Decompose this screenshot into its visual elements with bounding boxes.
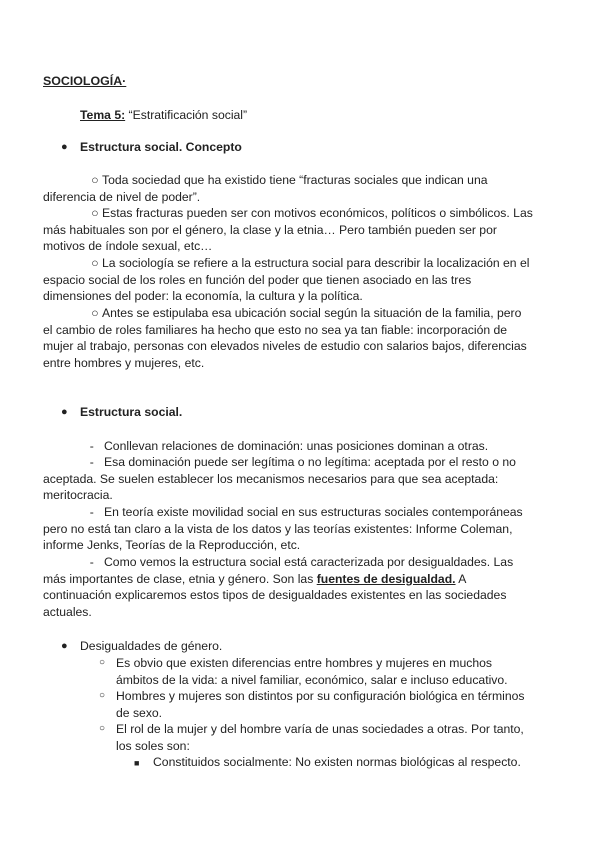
sec3-item-3: El rol de la mujer y del hombre varía de unas sociedades a otras. Por tanto, los soles son:: [116, 722, 524, 753]
circle-bullet-icon: ○: [91, 256, 99, 270]
sec1-item-2: ○ Estas fracturas pueden ser con motivos económicos, políticos o simbólicos. Las más habituales son por el género, la clase y la etnia… Pero también pueden ser por motivos de índole sexual, etc…: [43, 206, 533, 254]
tema-heading: [80, 107, 247, 124]
circle-bullet-icon: ○: [91, 306, 99, 320]
dash-bullet-icon: -: [89, 439, 94, 453]
dash-bullet-icon: -: [89, 555, 94, 569]
dash-bullet-icon: -: [89, 505, 94, 519]
sec2-item-3: - En teoría existe movilidad social en sus estructuras sociales contemporáneas pero no está tan claro a la vista de los datos y las teorías existentes: Informe Coleman, informe Jenks, Teorías de la Reproducción, etc.: [43, 505, 523, 553]
bullet-icon: ●: [61, 406, 68, 418]
section-heading-genero: Desigualdades de género.: [80, 639, 223, 653]
circle-bullet-icon: ○: [91, 206, 99, 220]
sec1-item-1: ○ Toda sociedad que ha existido tiene “fracturas sociales que indican una diferencia de nivel de poder”.: [43, 173, 488, 204]
circle-bullet-icon: ○: [99, 690, 106, 701]
sec2-item-1: - Conllevan relaciones de dominación: unas posiciones dominan a otras.: [89, 439, 489, 453]
sec3-subitem: Constituidos socialmente: No existen normas biológicas al respecto.: [153, 755, 521, 769]
sec3-item-2: Hombres y mujeres son distintos por su configuración biológica en términos de sexo.: [116, 689, 525, 720]
circle-bullet-icon: ○: [99, 723, 106, 734]
dash-bullet-icon: -: [89, 455, 94, 469]
sec2-item-4: - Como vemos la estructura social está caracterizada por desigualdades. Las más importantes de clase, etnia y género. Son las fuentes de desigualdad. A continuación explicaremos estos tipos de desigualdades existentes en las sociedades actuales.: [43, 555, 514, 619]
fuentes-desigualdad-emphasis: fuentes de desigualdad.: [316, 571, 456, 586]
section-heading-concepto: Estructura social. Concepto: [80, 140, 242, 154]
document-title: SOCIOLOGÍA·: [43, 74, 127, 88]
tema-text: “Estratificación social”: [125, 108, 248, 122]
circle-bullet-icon: ○: [91, 173, 99, 187]
sec2-item-2: - Esa dominación puede ser legítima o no legítima: aceptada por el resto o no aceptada. Se suelen establecer los mecanismos necesarios para que sea aceptada: meritocracia.: [43, 455, 516, 503]
circle-bullet-icon: ○: [99, 657, 106, 668]
sec1-item-4: ○ Antes se estipulaba esa ubicación social según la situación de la familia, pero el cambio de roles familiares ha hecho que esto no sea ya tan fiable: incorporación de mujer al trabajo, personas con elevados niveles de estudio con salarios bajos, diferencias entre hombres y mujeres, etc.: [43, 306, 527, 370]
bullet-icon: ●: [61, 640, 68, 652]
sec1-item-3: ○ La sociología se refiere a la estructura social para describir la localización en el espacio social de los roles en función del poder que tienen asociado en las tres dimensiones del poder: la economía, la cultura y la política.: [43, 256, 530, 304]
square-bullet-icon: ■: [134, 758, 140, 768]
sec3-item-1: Es obvio que existen diferencias entre hombres y mujeres en muchos ámbitos de la vida: a nivel familiar, económico, salar e incluso educativo.: [116, 656, 508, 687]
section-heading-estructura: Estructura social.: [80, 405, 183, 419]
bullet-icon: ●: [61, 141, 68, 153]
tema-label: Tema 5:: [80, 108, 126, 122]
